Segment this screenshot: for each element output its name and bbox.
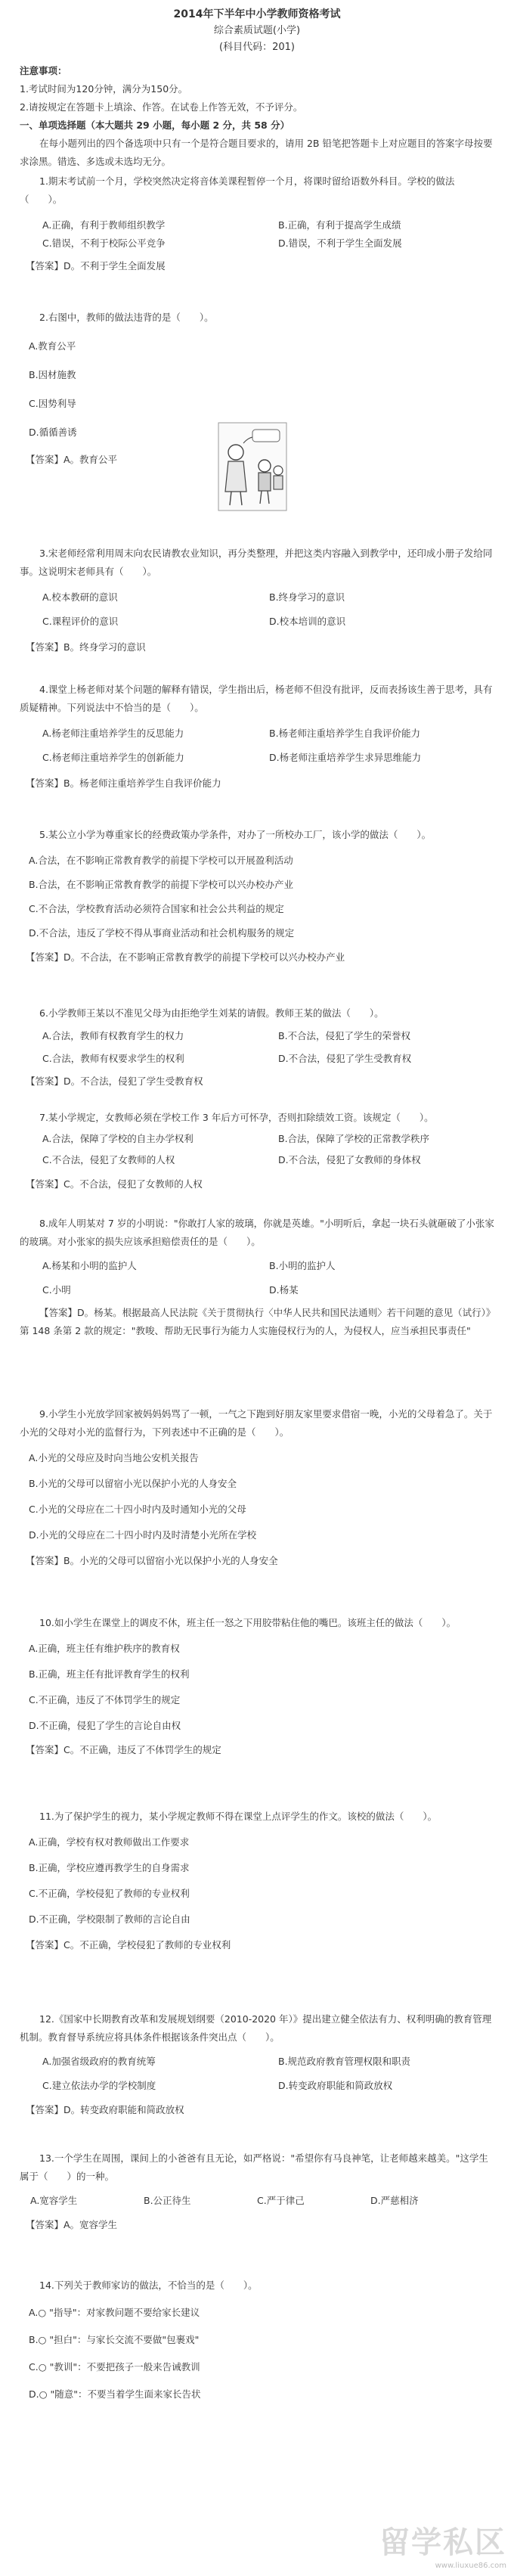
question-13 [0,2149,514,2234]
question-12 [0,2010,514,2119]
option-d: D.杨某 [269,1284,299,1296]
exam-title: 2014年下半年中小学教师资格考试 [173,8,341,20]
answer: 【答案】D。转变政府职能和简政放权 [26,2104,184,2115]
teacher-students-illustration [218,422,287,511]
option-c: C.不正确，学校侵犯了教师的专业权利 [29,1888,190,1899]
option-b: B.规范政府教育管理权限和职责 [278,2056,411,2067]
option-a: A.加强省级政府的教育统筹 [42,2056,156,2067]
question-8 [0,1215,514,1340]
question-stem: 11.为了保护学生的视力，某小学规定教师不得在课堂上点评学生的作文。该校的做法（ ）。 [39,1811,438,1822]
option-b: B.正确，学校应遵再教学生的自身需求 [29,1862,190,1873]
option-c: C.不合法，学校教育活动必须符合国家和社会公共利益的规定 [29,903,284,914]
option-d: D.小光的父母应在二十四小时内及时清楚小光所在学校 [29,1529,257,1541]
option-b: B.正确，班主任有批评教育学生的权利 [29,1668,190,1680]
watermark-logo: 留学私区 [379,2525,506,2560]
option-b: B.小光的父母可以留宿小光以保护小光的人身安全 [29,1478,237,1489]
option-d: D.不合法，违反了学校不得从事商业活动和社会机构服务的规定 [29,927,295,939]
option-d: D.错误，不利于学生全面发展 [278,237,402,249]
option-b: B.合法，在不影响正常教育教学的前提下学校可以兴办校办产业 [29,879,294,890]
option-d: D.转变政府职能和简政放权 [278,2080,393,2091]
option-d: D.校本培训的意识 [269,616,346,627]
answer: 【答案】B。杨老师注重培养学生自我评价能力 [26,777,221,789]
option-b: B.公正待生 [144,2195,191,2206]
question-10 [0,1614,514,1759]
question-stem: 10.如小学生在课堂上的调皮不休，班主任一怒之下用胶带粘住他的嘴巴。该班主任的做法（ ）。 [39,1617,457,1628]
site-watermark [379,2519,506,2570]
section-intro: 在每小题列出的四个备选项中只有一个是符合题目要求的，请用 2B 铅笔把答题卡上对应题目的答案字母按要求涂黑。错选、多选或未选均无分。 [20,138,493,167]
answer: 【答案】A。宽容学生 [26,2219,118,2230]
option-d: D.不合法，侵犯了女教师的身体权 [278,1154,421,1165]
question-5 [0,826,514,967]
exam-code: (科目代码：201) [219,42,295,53]
question-stem: 2.右图中，教师的做法违背的是（ ）。 [39,312,214,323]
option-a: A.合法，教师有权教育学生的权力 [42,1030,184,1041]
watermark-url: www.liuxue86.com [435,2562,506,2570]
option-c: C.合法，教师有权要求学生的权利 [42,1053,184,1064]
option-d: D.不合法，侵犯了学生受教育权 [278,1053,412,1064]
question-stem: 3.宋老师经常利用周末向农民请教农业知识，再分类整理，并把这类内容融入到教学中，还印成小册子发给同事。这说明宋老师具有（ ）。 [20,548,493,577]
notes-section [0,62,514,171]
question-stem: 14.下列关于教师家访的做法，不恰当的是（ ）。 [39,2280,258,2291]
answer: 【答案】B。终身学习的意识 [26,641,146,653]
answer: 【答案】D。杨某。根据最高人民法院《关于贯彻执行〈中华人民共和国民法通则〉若干问题的意见（试行）》第 148 条第 2 款的规定："教唆、帮助无民事行为能力人实施侵权行为的人，为侵权人，应当承担民事责任" [20,1307,491,1336]
exam-subtitle: 综合素质试题(小学) [213,25,301,36]
option-d: D.杨老师注重培养学生求异思维能力 [269,752,422,763]
answer: 【答案】D。不合法，侵犯了学生受教育权 [26,1075,203,1087]
option-b: B.终身学习的意识 [269,591,345,603]
option-d: D.不正确，侵犯了学生的言论自由权 [29,1720,181,1731]
option-a: A.杨某和小明的监护人 [42,1260,137,1271]
answer: 【答案】D。不利于学生全面发展 [26,260,166,272]
option-d: D.○ "随意"：不要当着学生面来家长告状 [29,2388,201,2400]
option-a: A.○ "指导"：对家教问题不要给家长建议 [29,2307,200,2318]
notes-item-2: 2.请按规定在答题卡上填涂、作答。在试卷上作答无效，不予评分。 [20,101,303,113]
option-a: A.宽容学生 [30,2195,78,2206]
notes-heading: 注意事项： [20,65,67,76]
exam-header [0,6,514,56]
option-c: C.错误，不利于校际公平竞争 [42,237,166,249]
option-d: D.严慈相济 [370,2195,419,2206]
option-a: A.杨老师注重培养学生的反思能力 [42,728,184,739]
option-c: C.因势利导 [29,398,76,409]
option-d: D.不正确，学校限制了教师的言论自由 [29,1913,190,1925]
option-a: A.正确，学校有权对教师做出工作要求 [29,1836,190,1848]
answer: 【答案】C。不正确，违反了不体罚学生的规定 [26,1744,221,1755]
option-a: A.正确，班主任有维护秩序的教育权 [29,1643,180,1654]
question-7 [0,1109,514,1193]
question-14 [0,2277,514,2404]
notes-item-1: 1.考试时间为120分钟，满分为150分。 [20,83,188,95]
answer: 【答案】C。不正确，学校侵犯了教师的专业权利 [26,1939,231,1951]
answer: 【答案】D。不合法，在不影响正常教育教学的前提下学校可以兴办校办产业 [26,951,345,963]
option-a: A.小光的父母应及时向当地公安机关报告 [29,1452,199,1463]
cartoon-illustration [218,422,287,511]
question-stem: 6.小学教师王某以不准见父母为由拒绝学生刘某的请假。教师王某的做法（ ）。 [39,1007,384,1019]
option-b: B.○ "担白"：与家长交流不要做"包裹戏" [29,2334,200,2345]
answer: 【答案】A。教育公平 [26,454,118,465]
question-stem: 4.课堂上杨老师对某个问题的解释有错误，学生指出后，杨老师不但没有批评，反而表扬该生善于思考，具有质疑精神。下列说法中不恰当的是（ ）。 [20,684,493,713]
option-b: B.因材施教 [29,369,76,380]
option-b: B.合法，保障了学校的正常教学秩序 [278,1133,430,1144]
question-4 [0,681,514,793]
question-stem: 1.期末考试前一个月，学校突然决定将音体美课程暂停一个月，将课时留给语数外科目。学校的做法（ ）。 [20,175,455,205]
question-stem: 8.成年人明某对 7 岁的小明说："你敢打人家的玻璃，你就是英雄。"小明听后，拿起一块石头就砸破了小张家的玻璃。对小张家的损失应该承担赔偿责任的是（ ）。 [20,1218,494,1247]
option-b: B.不合法，侵犯了学生的荣誉权 [278,1030,411,1041]
option-b: B.正确，有利于提高学生成绩 [278,219,401,231]
option-c: C.严于律己 [257,2195,305,2206]
option-c: C.小明 [42,1284,71,1296]
option-a: A.校本教研的意识 [42,591,118,603]
question-stem: 13.一个学生在周围，课间上的小爸爸有且无论，如严格说："希望你有马良神笔，让老师越来越美。"这学生属于（ ）的一种。 [20,2152,488,2182]
option-c: C.建立依法办学的学校制度 [42,2080,156,2091]
option-c: C.不合法，侵犯了女教师的人权 [42,1154,175,1165]
answer: 【答案】B。小光的父母可以留宿小光以保护小光的人身安全 [26,1555,278,1566]
question-6 [0,1004,514,1091]
question-11 [0,1808,514,1954]
option-c: C.课程评价的意识 [42,616,119,627]
question-3 [0,545,514,656]
question-stem: 12.《国家中长期教育改革和发展规划纲要（2010-2020 年）》提出建立健全依法有力、权利明确的教育管理机制。教育督导系统应将具体条件根据该条件突出点（ ）。 [20,2013,492,2043]
option-a: A.合法，在不影响正常教育教学的前提下学校可以开展盈利活动 [29,855,293,866]
section-heading: 一、单项选择题（本大题共 29 小题，每小题 2 分，共 58 分） [20,119,290,131]
question-stem: 5.某公立小学为尊重家长的经费政策办学条件，对办了一所校办工厂，该小学的做法（ ）。 [39,829,432,840]
option-c: C.小光的父母应在二十四小时内及时通知小光的父母 [29,1504,246,1515]
option-b: B.杨老师注重培养学生自我评价能力 [269,728,421,739]
question-stem: 9.小学生小光放学回家被妈妈妈骂了一顿，一气之下跑到好朋友家里要求借宿一晚，小光的父母着急了。关于小光的父母对小光的监督行为，下列表述中不正确的是（ ）。 [20,1408,493,1438]
option-a: A.合法，保障了学校的自主办学权利 [42,1133,194,1144]
option-d: D.循循善诱 [29,427,77,438]
option-a: A.正确，有利于教师组织教学 [42,219,166,231]
question-1 [0,172,514,275]
answer: 【答案】C。不合法，侵犯了女教师的人权 [26,1178,203,1190]
question-9 [0,1405,514,1570]
option-b: B.小明的监护人 [269,1260,336,1271]
option-a: A.教育公平 [29,340,76,352]
option-c: C.○ "教训"：不要把孩子一般来告诫教训 [29,2361,200,2373]
option-c: C.不正确，违反了不体罚学生的规定 [29,1694,181,1705]
question-stem: 7.某小学规定，女教师必须在学校工作 3 年后方可怀孕，否则扣除绩效工资。该规定（ ）。 [39,1112,434,1123]
option-c: C.杨老师注重培养学生的创新能力 [42,752,184,763]
